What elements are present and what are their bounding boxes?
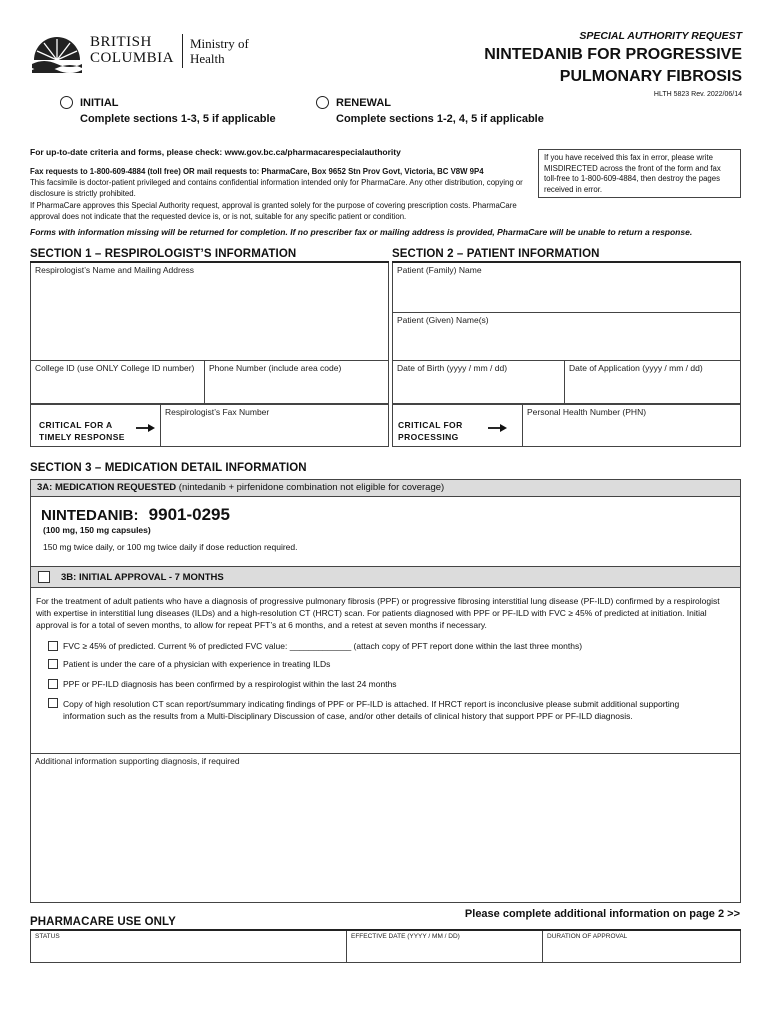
section3a-note: (nintedanib + pirfenidone combination not eligible for coverage) [176, 482, 445, 493]
critical-processing-box [392, 404, 523, 447]
form-kicker: SPECIAL AUTHORITY REQUEST [579, 30, 742, 42]
respirologist-fax-field[interactable] [160, 404, 389, 447]
phn-label: Personal Health Number (PHN) [527, 407, 647, 417]
respirologist-fax-label: Respirologist’s Fax Number [165, 407, 270, 417]
critical-processing-line1: CRITICAL FOR [398, 420, 463, 430]
arrow-right-icon [136, 423, 156, 433]
section3a-body [30, 497, 741, 566]
section3-title: SECTION 3 – MEDICATION DETAIL INFORMATION [30, 462, 307, 474]
ministry-line2: Health [190, 51, 225, 66]
pharmacare-title: PHARMACARE USE ONLY [30, 916, 176, 928]
section3b-label: 3B: INITIAL APPROVAL - 7 MONTHS [61, 572, 224, 583]
initial-sub: Complete sections 1-3, 5 if applicable [80, 113, 276, 125]
phn-field[interactable] [522, 404, 741, 447]
college-id-field[interactable] [30, 360, 205, 404]
additional-info-label: Additional information supporting diagnosis, if required [35, 756, 240, 766]
doa-field[interactable] [564, 360, 741, 404]
drug-code: 9901-0295 [148, 505, 230, 524]
college-id-label: College ID (use ONLY College ID number) [35, 363, 195, 373]
criteria-fvc: FVC ≥ 45% of predicted. Current % of predicted FVC value: _____________ (attach copy of PFT report done within the last three months) [63, 641, 583, 651]
critical-processing-line2: PROCESSING [398, 432, 459, 442]
criteria-fvc-checkbox[interactable] [48, 641, 58, 651]
criteria-physician-checkbox[interactable] [48, 659, 58, 669]
criteria-diagnosis: PPF or PF-ILD diagnosis has been confirmed by a respirologist within the last 24 months [63, 679, 397, 689]
bc-sun-icon [30, 30, 84, 74]
initial-label: INITIAL [80, 97, 119, 109]
critical-timely-box [30, 404, 161, 447]
phone-label: Phone Number (include area code) [209, 363, 342, 373]
patient-given-field[interactable] [392, 313, 741, 360]
doa-label: Date of Application (yyyy / mm / dd) [569, 363, 703, 373]
section3b-body [30, 588, 741, 753]
criteria-line: For up-to-date criteria and forms, please check: www.gov.bc.ca/pharmacarespecialauthority [30, 147, 401, 157]
patient-family-label: Patient (Family) Name [397, 265, 482, 275]
drug-dosing: 150 mg twice daily, or 100 mg twice daily if dose reduction required. [43, 542, 298, 552]
respirologist-name-field[interactable] [30, 263, 389, 360]
form-title-line2: PULMONARY FIBROSIS [559, 68, 742, 85]
criteria-physician: Patient is under the care of a physician with experience in treating ILDs [63, 659, 331, 669]
criteria-diagnosis-checkbox[interactable] [48, 679, 58, 689]
fax-line: Fax requests to 1-800-609-4884 (toll free) OR mail requests to: PharmaCare, Box 9652 Stn Prov Govt, Victoria, BC V8W 9P4 [30, 167, 484, 176]
phone-field[interactable] [204, 360, 389, 404]
patient-family-field[interactable] [392, 263, 741, 313]
privileged-note: This facsimile is doctor-patient privileged and contains confidential information intended only for PharmaCare. Any other distribution, copying or disclosure is strictly prohibited. [30, 178, 523, 198]
warning-line: Forms with information missing will be returned for completion. If no prescriber fax or mailing address is provided, PharmaCare will be unable to return a response. [30, 227, 693, 237]
effective-date-label: EFFECTIVE DATE (YYYY / MM / DD) [351, 933, 460, 940]
renewal-label: RENEWAL [336, 97, 391, 109]
section2-title: SECTION 2 – PATIENT INFORMATION [392, 248, 600, 260]
dob-field[interactable] [392, 360, 565, 404]
section3b-intro: For the treatment of adult patients who have a diagnosis of progressive pulmonary fibrosis (PPF) or progressive fibrosing interstitial lung disease (PF-ILD) confirmed by a respirologist with expertise in interstitial lung diseases (ILDs) and a high-resolution CT (HRCT) scan. For patients diagnosed with PPF or PF-ILD with FVC ≥ 45% of predicted at initiation. Initial approval is for a total of seven months, to allow for repeat PFT’s at 6 months, and a retest at seven months if necessary. [36, 596, 720, 630]
logo-line1: BRITISH [90, 34, 152, 50]
duration-label: DURATION OF APPROVAL [547, 933, 628, 940]
criteria-hrct: Copy of high resolution CT scan report/summary indicating findings of PPF or PF-ILD is attached. If HRCT report is inconclusive please submit additional supporting information such as the results from a Multi-Disciplinary Discussion of case, and/or other details of clinical history that support PPF or PF-ILD diagnosis. [63, 699, 680, 721]
section3a-label: 3A: MEDICATION REQUESTED [37, 482, 177, 493]
section3b-checkbox[interactable] [38, 571, 50, 583]
section1-title: SECTION 1 – RESPIROLOGIST’S INFORMATION [30, 248, 297, 260]
respirologist-name-label: Respirologist’s Name and Mailing Address [35, 265, 195, 275]
renewal-sub: Complete sections 1-2, 4, 5 if applicable [336, 113, 544, 125]
additional-info-field[interactable] [30, 753, 741, 903]
criteria-hrct-checkbox[interactable] [48, 698, 58, 708]
status-label: STATUS [35, 933, 60, 940]
continue-note: Please complete additional information on page 2 >> [464, 908, 740, 920]
form-title-line1: NINTEDANIB FOR PROGRESSIVE [484, 46, 742, 63]
status-field[interactable] [30, 931, 347, 963]
form-id: HLTH 5823 Rev. 2022/06/14 [653, 91, 742, 98]
patient-given-label: Patient (Given) Name(s) [397, 315, 489, 325]
ministry-line1: Ministry of [190, 36, 249, 51]
dob-label: Date of Birth (yyyy / mm / dd) [397, 363, 508, 373]
duration-field[interactable] [542, 931, 741, 963]
drug-name: NINTEDANIB: [41, 507, 139, 524]
misdirected-box: If you have received this fax in error, please write MISDIRECTED across the front of the form and fax toll-free to 1-800-609-4884, then destroy the pages received in error. [538, 149, 741, 198]
critical-timely-line1: CRITICAL FOR A [39, 420, 113, 430]
bc-logo [30, 30, 270, 74]
critical-timely-line2: TIMELY RESPONSE [39, 432, 125, 442]
renewal-radio[interactable] [316, 96, 329, 109]
section3a-header [30, 479, 741, 497]
section3b-header [30, 566, 741, 588]
drug-strengths: (100 mg, 150 mg capsules) [43, 525, 151, 535]
logo-line2: COLUMBIA [90, 50, 175, 66]
approval-note: If PharmaCare approves this Special Authority request, approval is granted solely for the purpose of covering prescription costs. PharmaCare approval does not indicate that the requested device is, or is not, suitable for any specific patient or condition. [30, 201, 517, 221]
arrow-right-icon [488, 423, 508, 433]
initial-radio[interactable] [60, 96, 73, 109]
effective-date-field[interactable] [346, 931, 543, 963]
